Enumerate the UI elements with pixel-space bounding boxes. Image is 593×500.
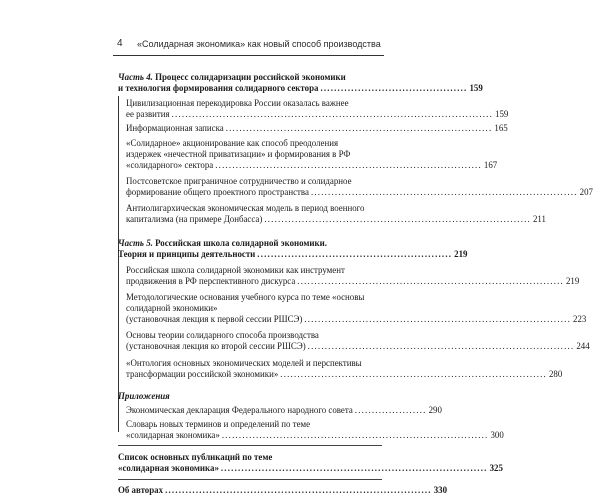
leader-dots: ..............................................................................: [165, 485, 432, 495]
leader-dots: .....................: [354, 405, 427, 415]
entry-text: Основы теории солидарного способа производства: [126, 330, 319, 340]
entry-text: Методологические основания учебного курса по теме «основы: [126, 292, 365, 302]
part5-page: 219: [454, 249, 468, 259]
page-number: 4: [117, 38, 123, 49]
part5-title-line2: Теория и принципы деятельности: [118, 249, 256, 259]
entry-page: 165: [494, 123, 508, 133]
toc-publications[interactable]: [118, 452, 503, 474]
entry-text: капитализма (на примере Донбасса): [126, 214, 263, 224]
entry-text: продвижения в РФ перспективного дискурса: [126, 276, 296, 286]
publications-page: 325: [489, 463, 503, 473]
toc-entry[interactable]: [126, 203, 546, 225]
toc-entry[interactable]: [126, 176, 593, 198]
leader-dots: ..............................................................................: [280, 369, 547, 379]
entry-text: Словарь новых терминов и определений по теме: [126, 419, 311, 429]
section-divider: [118, 445, 382, 446]
entry-text: Российская школа солидарной экономики как инструмент: [126, 265, 345, 275]
entry-text: Цивилизационная перекодировка России оказалась важнее: [126, 98, 349, 108]
toc-entry[interactable]: [126, 292, 587, 325]
entry-page: 159: [495, 109, 509, 119]
toc-entry[interactable]: [126, 265, 580, 287]
entry-text: Постсоветское приграничное сотрудничество и солидарное: [126, 176, 352, 186]
entry-page: 211: [532, 214, 546, 224]
toc-authors[interactable]: [118, 485, 448, 496]
toc-part4-heading[interactable]: [118, 72, 483, 96]
entry-page: 219: [565, 276, 580, 286]
entry-text: формирование общего проектного пространства: [126, 187, 309, 197]
publications-line2: «солидарная экономика»: [118, 463, 219, 473]
leader-dots: ..............................................................................: [297, 276, 564, 286]
entry-text: (установочная лекция к первой сессии РШСЭ): [126, 314, 303, 324]
toc-entry[interactable]: [126, 98, 509, 120]
entry-text: трансформации российской экономики»: [126, 369, 279, 379]
entry-text: «Онтология основных экономических моделей и перспективы: [126, 358, 362, 368]
entry-page: 207: [579, 187, 593, 197]
entry-page: 280: [548, 369, 563, 379]
entry-text: ее развития: [126, 109, 170, 119]
part5-label: Часть 5.: [118, 238, 153, 248]
leader-dots: ..............................................................................: [220, 463, 488, 473]
entry-text: солидарной экономики»: [126, 303, 218, 313]
entry-text: Информационная записка: [126, 123, 224, 133]
running-head: [117, 38, 383, 52]
entry-text: Экономическая декларация Федерального народного совета: [126, 405, 353, 415]
toc-part5-heading[interactable]: [118, 238, 468, 262]
leader-dots: ..............................................................................: [225, 123, 493, 133]
entry-page: 300: [490, 430, 504, 440]
part4-page: 159: [469, 83, 483, 93]
section-divider: [118, 479, 382, 480]
entry-text: издержек «нечестной приватизации» и формирования в РФ: [126, 149, 351, 159]
part5-bracket-line: [118, 262, 119, 432]
toc-entry[interactable]: [126, 419, 504, 441]
entry-page: 244: [576, 341, 590, 351]
running-head-title: «Солидарная экономика» как новый способ производства: [137, 39, 381, 49]
leader-dots: ..............................................................................: [304, 314, 572, 324]
toc-entry[interactable]: [126, 405, 442, 416]
part4-title-line1: Процесс солидаризации российской экономики: [155, 72, 346, 82]
header-rule: [113, 55, 384, 56]
entry-text: «солидарного» сектора: [126, 160, 214, 170]
authors-page: 330: [433, 485, 448, 495]
leader-dots: ..............................................................................: [221, 430, 489, 440]
part4-title-line2: и технология формирования солидарного сектора: [118, 83, 319, 93]
toc-entry[interactable]: [126, 330, 590, 352]
part4-label: Часть 4.: [118, 72, 153, 82]
leader-dots: ..............................................................................................: [171, 109, 494, 119]
leader-dots: .........................................................: [257, 249, 453, 259]
entry-text: «солидарная экономика»: [126, 430, 220, 440]
toc-entry[interactable]: [126, 138, 498, 171]
publications-line1: Список основных публикаций по теме: [118, 452, 273, 462]
entry-page: 167: [483, 160, 498, 170]
toc-entry[interactable]: [126, 123, 508, 134]
leader-dots: ..............................................................................: [307, 341, 575, 351]
authors-label: Об авторах: [118, 485, 164, 495]
part5-title-line1: Российская школа солидарной экономики.: [155, 238, 327, 248]
entry-text: Антиолигархическая экономическая модель в период военного: [126, 203, 365, 213]
entry-text: «Солидарное» акционирование как способ преодоления: [126, 138, 339, 148]
entry-text: (установочная лекция ко второй сессии РШСЭ): [126, 341, 306, 351]
toc-appendix-heading[interactable]: [118, 391, 382, 402]
leader-dots: ..............................................................................: [264, 214, 531, 224]
leader-dots: ...........................................: [320, 83, 468, 93]
leader-dots: ..............................................................................: [310, 187, 578, 197]
appendix-label: Приложения: [118, 391, 170, 401]
toc-entry[interactable]: [126, 358, 563, 380]
entry-page: 223: [573, 314, 587, 324]
entry-page: 290: [428, 405, 442, 415]
leader-dots: ..............................................................................: [215, 160, 482, 170]
